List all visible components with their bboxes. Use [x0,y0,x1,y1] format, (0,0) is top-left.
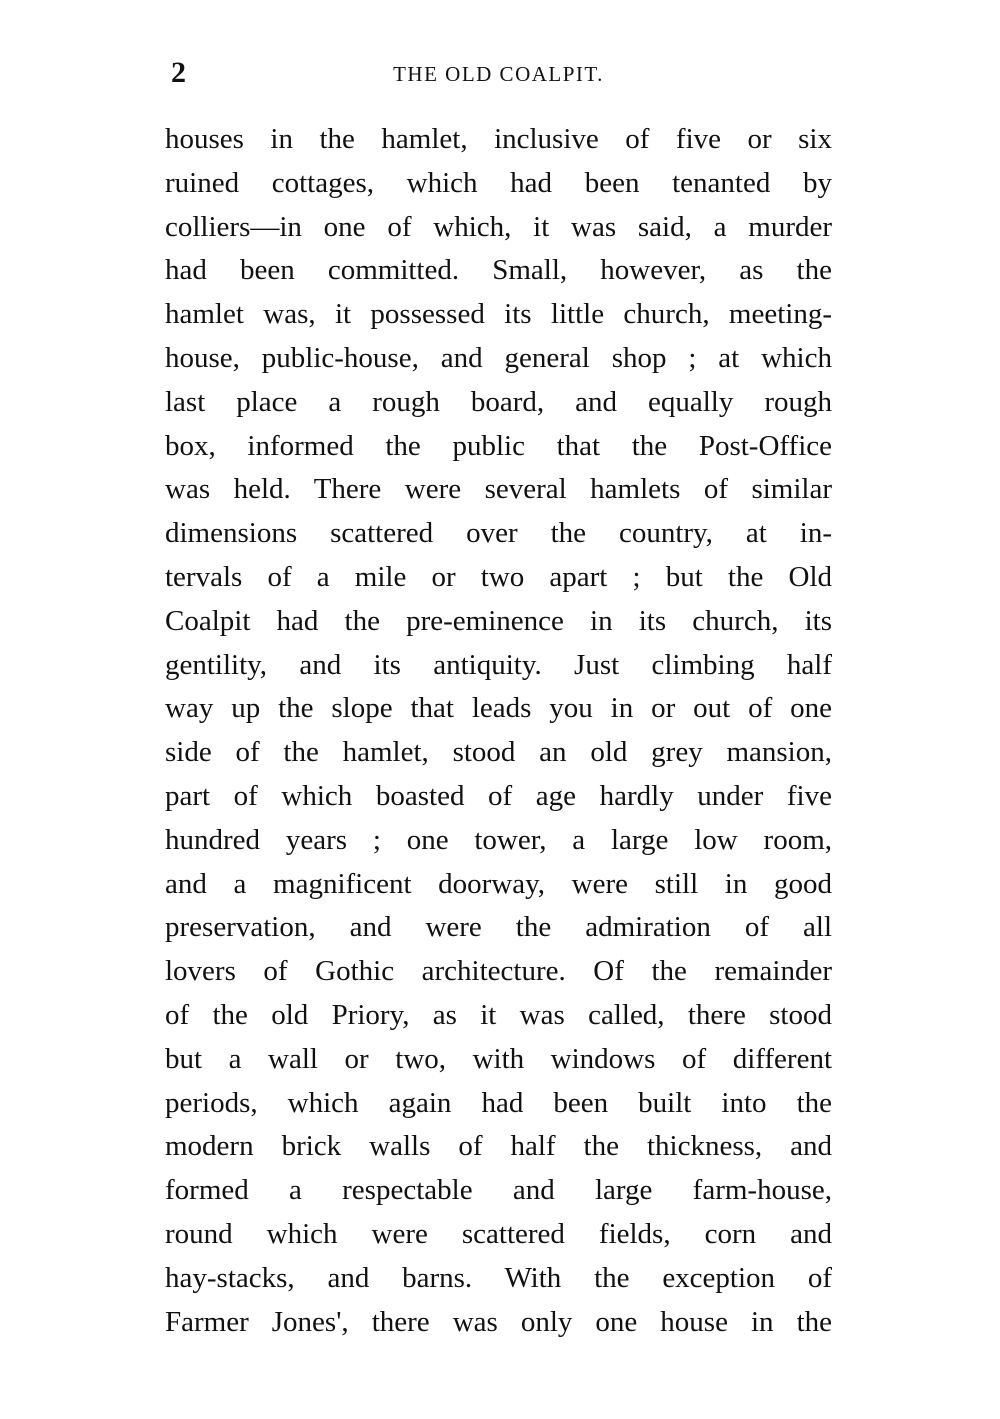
text-line: tervals of a mile or two apart ; but the Old [165,560,832,593]
text-line: modern brick walls of half the thickness, and [165,1130,832,1163]
text-line: hamlet was, it possessed its little church, meeting- [165,298,832,331]
text-line: formed a respectable and large farm-house, [165,1174,832,1207]
text-line: and a magnificent doorway, were still in good [165,867,832,900]
text-line: hay-stacks, and barns. With the exception of [165,1261,832,1294]
text-line: of the old Priory, as it was called, there stood [165,998,832,1031]
text-line: hundred years ; one tower, a large low room, [165,823,832,856]
text-line: dimensions scattered over the country, at in- [165,517,832,550]
page-header [165,56,832,96]
text-line: box, informed the public that the Post-Office [165,429,832,462]
text-line: gentility, and its antiquity. Just climbing half [165,648,832,681]
text-line: Coalpit had the pre-eminence in its church, its [165,604,832,637]
text-line: periods, which again had been built into the [165,1086,832,1119]
text-line: preservation, and were the admiration of all [165,911,832,944]
text-line: side of the hamlet, stood an old grey mansion, [165,736,832,769]
text-line: ruined cottages, which had been tenanted by [165,166,832,199]
text-line: was held. There were several hamlets of similar [165,473,832,506]
text-line: last place a rough board, and equally rough [165,385,832,418]
text-line: house, public-house, and general shop ; at which [165,341,832,374]
text-line: had been committed. Small, however, as the [165,254,832,287]
text-line: way up the slope that leads you in or out of one [165,692,832,725]
text-line: but a wall or two, with windows of different [165,1042,832,1075]
text-line: colliers—in one of which, it was said, a murder [165,210,832,243]
text-line: part of which boasted of age hardly under five [165,779,832,812]
text-line: lovers of Gothic architecture. Of the remainder [165,955,832,988]
text-line: round which were scattered fields, corn and [165,1217,832,1250]
text-line: Farmer Jones', there was only one house in the [165,1305,832,1338]
body-text [165,118,832,1344]
page-number: 2 [171,56,186,89]
text-line: houses in the hamlet, inclusive of five or six [165,123,832,155]
running-title: THE OLD COALPIT. [393,62,604,86]
